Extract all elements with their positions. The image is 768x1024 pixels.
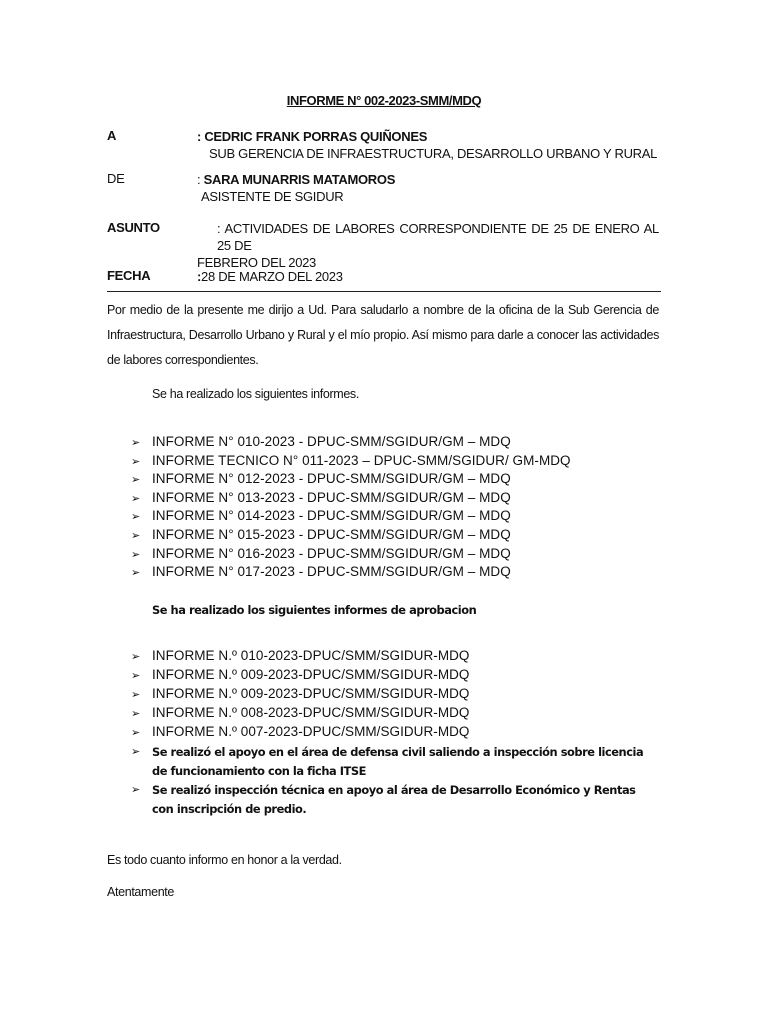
list1-heading: Se ha realizado los siguientes informes. [152,387,359,401]
list-item-text: INFORME N.º 009-2023-DPUC/SMM/SGIDUR-MDQ [152,667,470,682]
header-divider [107,291,661,292]
list-item-text: INFORME N° 015-2023 - DPUC-SMM/SGIDUR/GM – MDQ [152,526,511,542]
signoff-text: Atentamente [107,885,175,899]
list-item [131,546,571,565]
activity-text: Se realizó inspección técnica en apoyo al área de Desarrollo Económico y Rentas con inscripción de predio. [152,783,636,816]
list-item-text: INFORME N° 016-2023 - DPUC-SMM/SGIDUR/GM – MDQ [152,545,511,561]
subject-value [197,220,659,271]
list-item-text: INFORME N° 014-2023 - DPUC-SMM/SGIDUR/GM – MDQ [152,508,511,524]
from-label: DE [107,171,125,186]
list-item-text: INFORME N° 013-2023 - DPUC-SMM/SGIDUR/GM – MDQ [152,489,511,505]
list-item-text: INFORME N° 012-2023 - DPUC-SMM/SGIDUR/GM – MDQ [152,471,511,487]
arrow-bullet-icon: ➢ [131,492,141,505]
list-item [131,743,657,781]
from-name: SARA MUNARRIS MATAMOROS [203,172,396,187]
list2-heading: Se ha realizado los siguientes informes de aprobacion [152,603,477,617]
list-item-text: INFORME N.º 007-2023-DPUC/SMM/SGIDUR-MDQ [152,724,470,739]
arrow-bullet-icon: ➢ [131,708,141,720]
list-item [131,434,571,453]
list-item [131,724,657,743]
arrow-bullet-icon: ➢ [131,746,141,758]
arrow-bullet-icon: ➢ [131,455,141,468]
list-item [131,453,571,472]
to-value [197,128,657,162]
arrow-bullet-icon: ➢ [131,567,141,580]
list-item-text: INFORME TECNICO N° 011-2023 – DPUC-SMM/SGIDUR/ GM-MDQ [152,452,571,468]
arrow-bullet-icon: ➢ [131,727,141,739]
list-item [131,686,657,705]
list-item [131,648,657,667]
list-item [131,781,657,819]
list-item-text: INFORME N.º 009-2023-DPUC/SMM/SGIDUR-MDQ [152,686,470,701]
date-colon: : [197,269,202,284]
date-value: 28 DE MARZO DEL 2023 [201,269,343,284]
date-label: FECHA [107,268,151,283]
from-value [197,171,395,205]
to-name: : CEDRIC FRANK PORRAS QUIÑONES [197,129,428,144]
arrow-bullet-icon: ➢ [131,437,141,449]
list-item-text: INFORME N° 010-2023 - DPUC-SMM/SGIDUR/GM – MDQ [152,434,511,449]
list-item [131,527,571,546]
from-colon: : [197,172,201,187]
list-item [131,508,571,527]
arrow-bullet-icon: ➢ [131,689,141,701]
arrow-bullet-icon: ➢ [131,670,141,682]
arrow-bullet-icon: ➢ [131,474,141,487]
intro-paragraph: Por medio de la presente me dirijo a Ud. Para saludarlo a nombre de la oficina de la Sub Gerencia de Infraestructura, Desarrollo Urbano y Rural y el mío propio. Así mismo para darle a conocer las actividades de labores correspondientes. [107,303,659,367]
subject-label: ASUNTO [107,220,160,235]
closing-text: Es todo cuanto informo en honor a la verdad. [107,853,342,867]
to-label: A [107,128,117,143]
arrow-bullet-icon: ➢ [131,529,141,542]
list-item [131,490,571,509]
subject-line-2: FEBRERO DEL 2023 [197,255,316,270]
arrow-bullet-icon: ➢ [131,784,141,796]
report-title: INFORME N° 002-2023-SMM/MDQ [286,93,482,108]
list-item [131,705,657,724]
to-office: SUB GERENCIA DE INFRAESTRUCTURA, DESARROLLO URBANO Y RURAL [209,146,658,161]
list-item [131,471,571,490]
reports-list [131,434,571,583]
from-role: ASISTENTE DE SGIDUR [201,189,344,204]
arrow-bullet-icon: ➢ [131,651,141,663]
list-item-text: INFORME N.º 008-2023-DPUC/SMM/SGIDUR-MDQ [152,705,470,720]
date-value-wrap [197,268,343,285]
list-item-text: INFORME N° 017-2023 - DPUC-SMM/SGIDUR/GM – MDQ [152,564,511,580]
activity-text: Se realizó el apoyo en el área de defensa civil saliendo a inspección sobre licencia de funcionamiento con la ficha ITSE [152,745,644,778]
subject-line-1: : ACTIVIDADES DE LABORES CORRESPONDIENTE DE 25 DE ENERO AL 25 DE [217,221,659,253]
list-item [131,667,657,686]
list-item [131,564,571,583]
arrow-bullet-icon: ➢ [131,548,141,561]
arrow-bullet-icon: ➢ [131,511,141,524]
approval-reports-list [131,648,657,819]
list-item-text: INFORME N.º 010-2023-DPUC/SMM/SGIDUR-MDQ [152,648,470,663]
